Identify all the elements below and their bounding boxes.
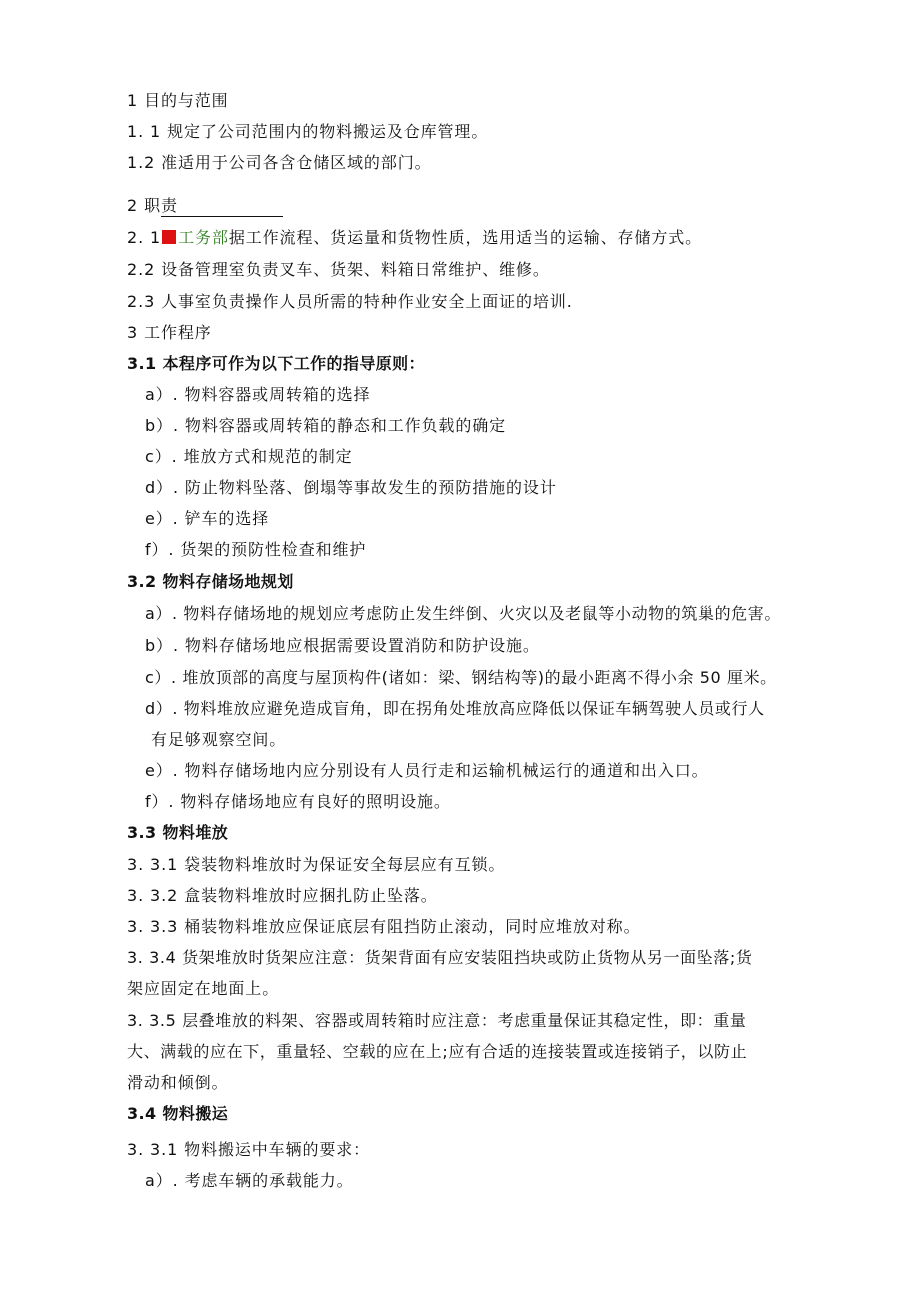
- list-item-continuation: 架应固定在地面上。: [127, 979, 280, 998]
- section-1-title: 1 目的与范围: [127, 91, 229, 110]
- section-3-3-heading: 3.3 物料堆放: [127, 823, 229, 842]
- section-1-1: 1. 1 规定了公司范围内的物料搬运及仓库管理。: [127, 122, 489, 141]
- list-item-continuation: 大、满载的应在下，重量轻、空载的应在上;应有合适的连接装置或连接销子，以防止: [127, 1042, 748, 1061]
- list-item: 3. 3.5 层叠堆放的料架、容器或周转箱时应注意：考虑重量保证其稳定性，即：重量: [127, 1011, 747, 1030]
- list-item: e）. 铲车的选择: [145, 509, 270, 528]
- department-name: 工务部: [178, 228, 229, 247]
- list-item: c）. 堆放方式和规范的制定: [145, 447, 353, 466]
- list-item-continuation: 滑动和倾倒。: [127, 1073, 229, 1092]
- list-item: 3. 3.3 桶装物料堆放应保证底层有阻挡防止滚动，同时应堆放对称。: [127, 917, 641, 936]
- list-item: e）. 物料存储场地内应分别设有人员行走和运输机械运行的通道和出入口。: [145, 761, 709, 780]
- section-3-title: 3 工作程序: [127, 323, 212, 342]
- list-item: 3. 3.1 物料搬运中车辆的要求：: [127, 1140, 371, 1159]
- section-2-title: [127, 196, 283, 217]
- list-item: f）. 物料存储场地应有良好的照明设施。: [145, 792, 451, 811]
- section-2-title-prefix: 2 职: [127, 196, 161, 215]
- list-item: a）. 物料存储场地的规划应考虑防止发生绊倒、火灾以及老鼠等小动物的筑巢的危害。: [145, 604, 781, 623]
- section-2-title-underlined: 责: [161, 196, 283, 217]
- list-item: b）. 物料容器或周转箱的静态和工作负载的确定: [145, 416, 507, 435]
- section-2-2: 2.2 设备管理室负责叉车、货架、料箱日常维护、维修。: [127, 260, 550, 279]
- red-square-marker-icon: [162, 230, 176, 244]
- list-item: 3. 3.2 盒装物料堆放时应捆扎防止坠落。: [127, 886, 438, 905]
- list-item-continuation: 有足够观察空间。: [151, 730, 287, 749]
- section-1-2: 1.2 准适用于公司各含仓储区域的部门。: [127, 153, 432, 172]
- section-2-3: 2.3 人事室负责操作人员所需的特种作业安全上面证的培训.: [127, 292, 573, 311]
- section-3-2-heading: 3.2 物料存储场地规划: [127, 572, 294, 591]
- section-3-1-heading: 3.1 本程序可作为以下工作的指导原则：: [127, 354, 425, 373]
- list-item: d）. 防止物料坠落、倒塌等事故发生的预防措施的设计: [145, 478, 557, 497]
- list-item: b）. 物料存储场地应根据需要设置消防和防护设施。: [145, 636, 540, 655]
- list-item: 3. 3.1 袋装物料堆放时为保证安全每层应有互锁。: [127, 855, 506, 874]
- list-item: a）. 物料容器或周转箱的选择: [145, 385, 371, 404]
- list-item: 3. 3.4 货架堆放时货架应注意：货架背面有应安装阻挡块或防止货物从另一面坠落;货: [127, 948, 753, 967]
- section-3-4-heading: 3.4 物料搬运: [127, 1104, 229, 1123]
- section-2-1-number: 2. 1: [127, 228, 162, 247]
- section-2-1-text: 据工作流程、货运量和货物性质，选用适当的运输、存储方式。: [228, 228, 703, 247]
- section-2-1: [127, 228, 702, 248]
- list-item: c）. 堆放顶部的高度与屋顶构件(诸如：梁、钢结构等)的最小距离不得小余 50 厘米。: [145, 668, 777, 687]
- list-item: f）. 货架的预防性检查和维护: [145, 540, 367, 559]
- list-item: a）. 考虑车辆的承载能力。: [145, 1171, 354, 1190]
- list-item: d）. 物料堆放应避免造成盲角，即在拐角处堆放高应降低以保证车辆驾驶人员或行人: [145, 699, 765, 718]
